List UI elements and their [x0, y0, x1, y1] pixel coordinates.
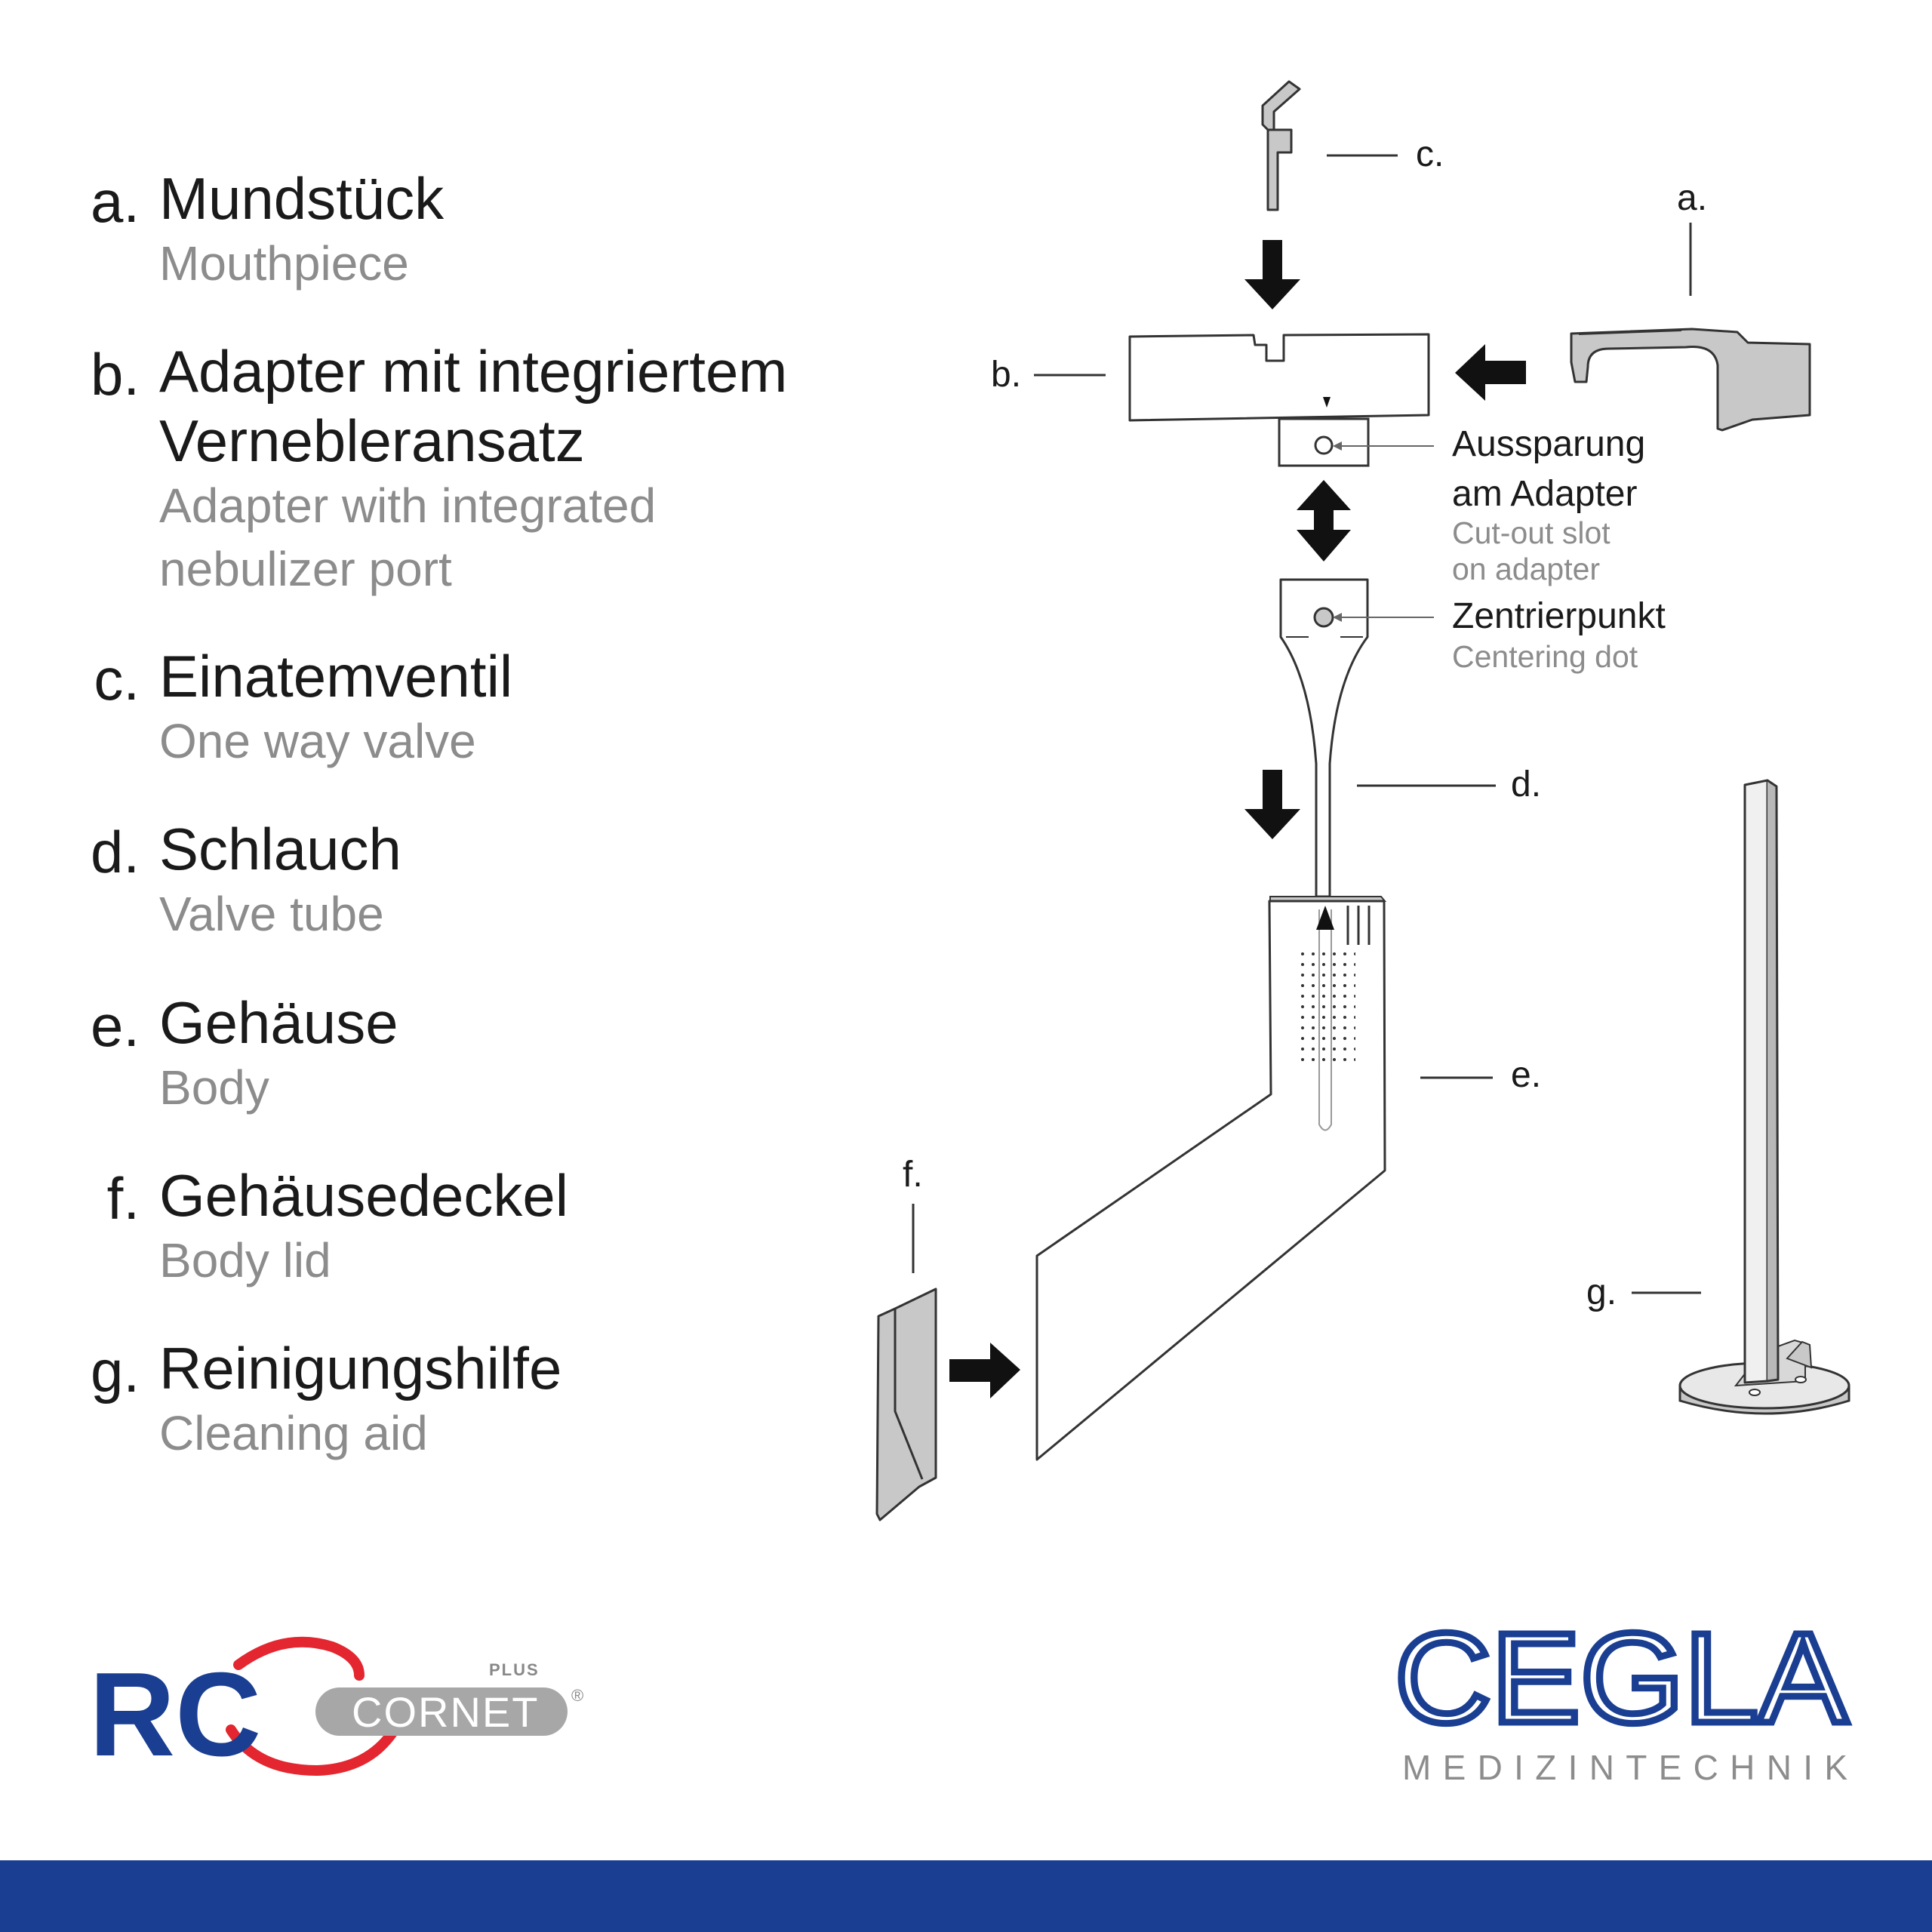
cegla-name: CEGLA — [1395, 1607, 1848, 1750]
label-c: c. — [1416, 134, 1444, 174]
legend-english-name: One way valve — [159, 714, 476, 768]
centering-label-german: Zentrierpunkt — [1452, 596, 1666, 636]
arrow-right-icon — [949, 1343, 1020, 1398]
legend-letter: c. — [94, 646, 140, 712]
cutout-label-german-2: am Adapter — [1452, 474, 1638, 514]
cutout-label-english-2: on adapter — [1452, 552, 1601, 586]
legend-english-name: Valve tube — [159, 887, 384, 941]
footer-bar — [0, 1860, 1932, 1932]
legend-german-name: Adapter mit integriertem — [159, 338, 788, 405]
rc-cornet-logo — [89, 1642, 583, 1781]
legend-german-name-line2: Vernebleransatz — [159, 408, 585, 474]
legend-letter: a. — [90, 168, 140, 235]
arrow-down-icon — [1244, 240, 1300, 309]
label-b: b. — [991, 355, 1022, 395]
legend-english-name: Adapter with integrated — [159, 478, 657, 533]
legend-german-name: Mundstück — [159, 165, 445, 232]
arrow-down-icon — [1244, 770, 1300, 839]
valve-tube-part — [1281, 580, 1367, 897]
label-a: a. — [1677, 178, 1708, 218]
cutout-label-english-1: Cut-out slot — [1452, 515, 1611, 550]
rc-letters: RC — [89, 1648, 262, 1781]
legend-german-name: Gehäuse — [159, 989, 398, 1056]
plus-mark: PLUS — [489, 1660, 540, 1679]
body-part — [1037, 897, 1385, 1460]
cornet-word: CORNET — [352, 1688, 540, 1736]
registered-mark: ® — [571, 1686, 584, 1705]
legend-german-name: Gehäusedeckel — [159, 1162, 569, 1229]
legend-letter: d. — [90, 819, 140, 885]
legend-letter: e. — [90, 992, 140, 1059]
cleaning-aid-part — [1680, 780, 1849, 1414]
body-lid-part — [877, 1289, 936, 1520]
legend-english-name: Body lid — [159, 1233, 331, 1287]
cutout-label-german-1: Aussparung — [1452, 424, 1646, 464]
mouthpiece-part — [1571, 329, 1810, 430]
legend-english-name: Cleaning aid — [159, 1406, 428, 1460]
cegla-logo — [1395, 1607, 1848, 1787]
double-arrow-icon — [1297, 480, 1351, 561]
cegla-subtitle: MEDIZINTECHNIK — [1402, 1748, 1847, 1787]
legend-german-name: Reinigungshilfe — [159, 1335, 562, 1401]
legend-english-name-line2: nebulizer port — [159, 542, 452, 596]
label-g: g. — [1586, 1272, 1617, 1312]
label-f: f. — [903, 1155, 923, 1195]
legend-letter: b. — [90, 341, 140, 408]
legend-english-name: Body — [159, 1060, 269, 1115]
legend-german-name: Einatemventil — [159, 643, 513, 709]
legend-english-name: Mouthpiece — [159, 236, 409, 291]
centering-label-english: Centering dot — [1452, 639, 1638, 674]
legend-german-name: Schlauch — [159, 816, 401, 882]
legend-letter: f. — [106, 1165, 140, 1232]
legend-letter: g. — [90, 1338, 140, 1404]
label-d: d. — [1511, 764, 1542, 804]
arrow-left-icon — [1455, 344, 1526, 401]
one-way-valve-part — [1263, 82, 1300, 210]
label-e: e. — [1511, 1055, 1542, 1095]
